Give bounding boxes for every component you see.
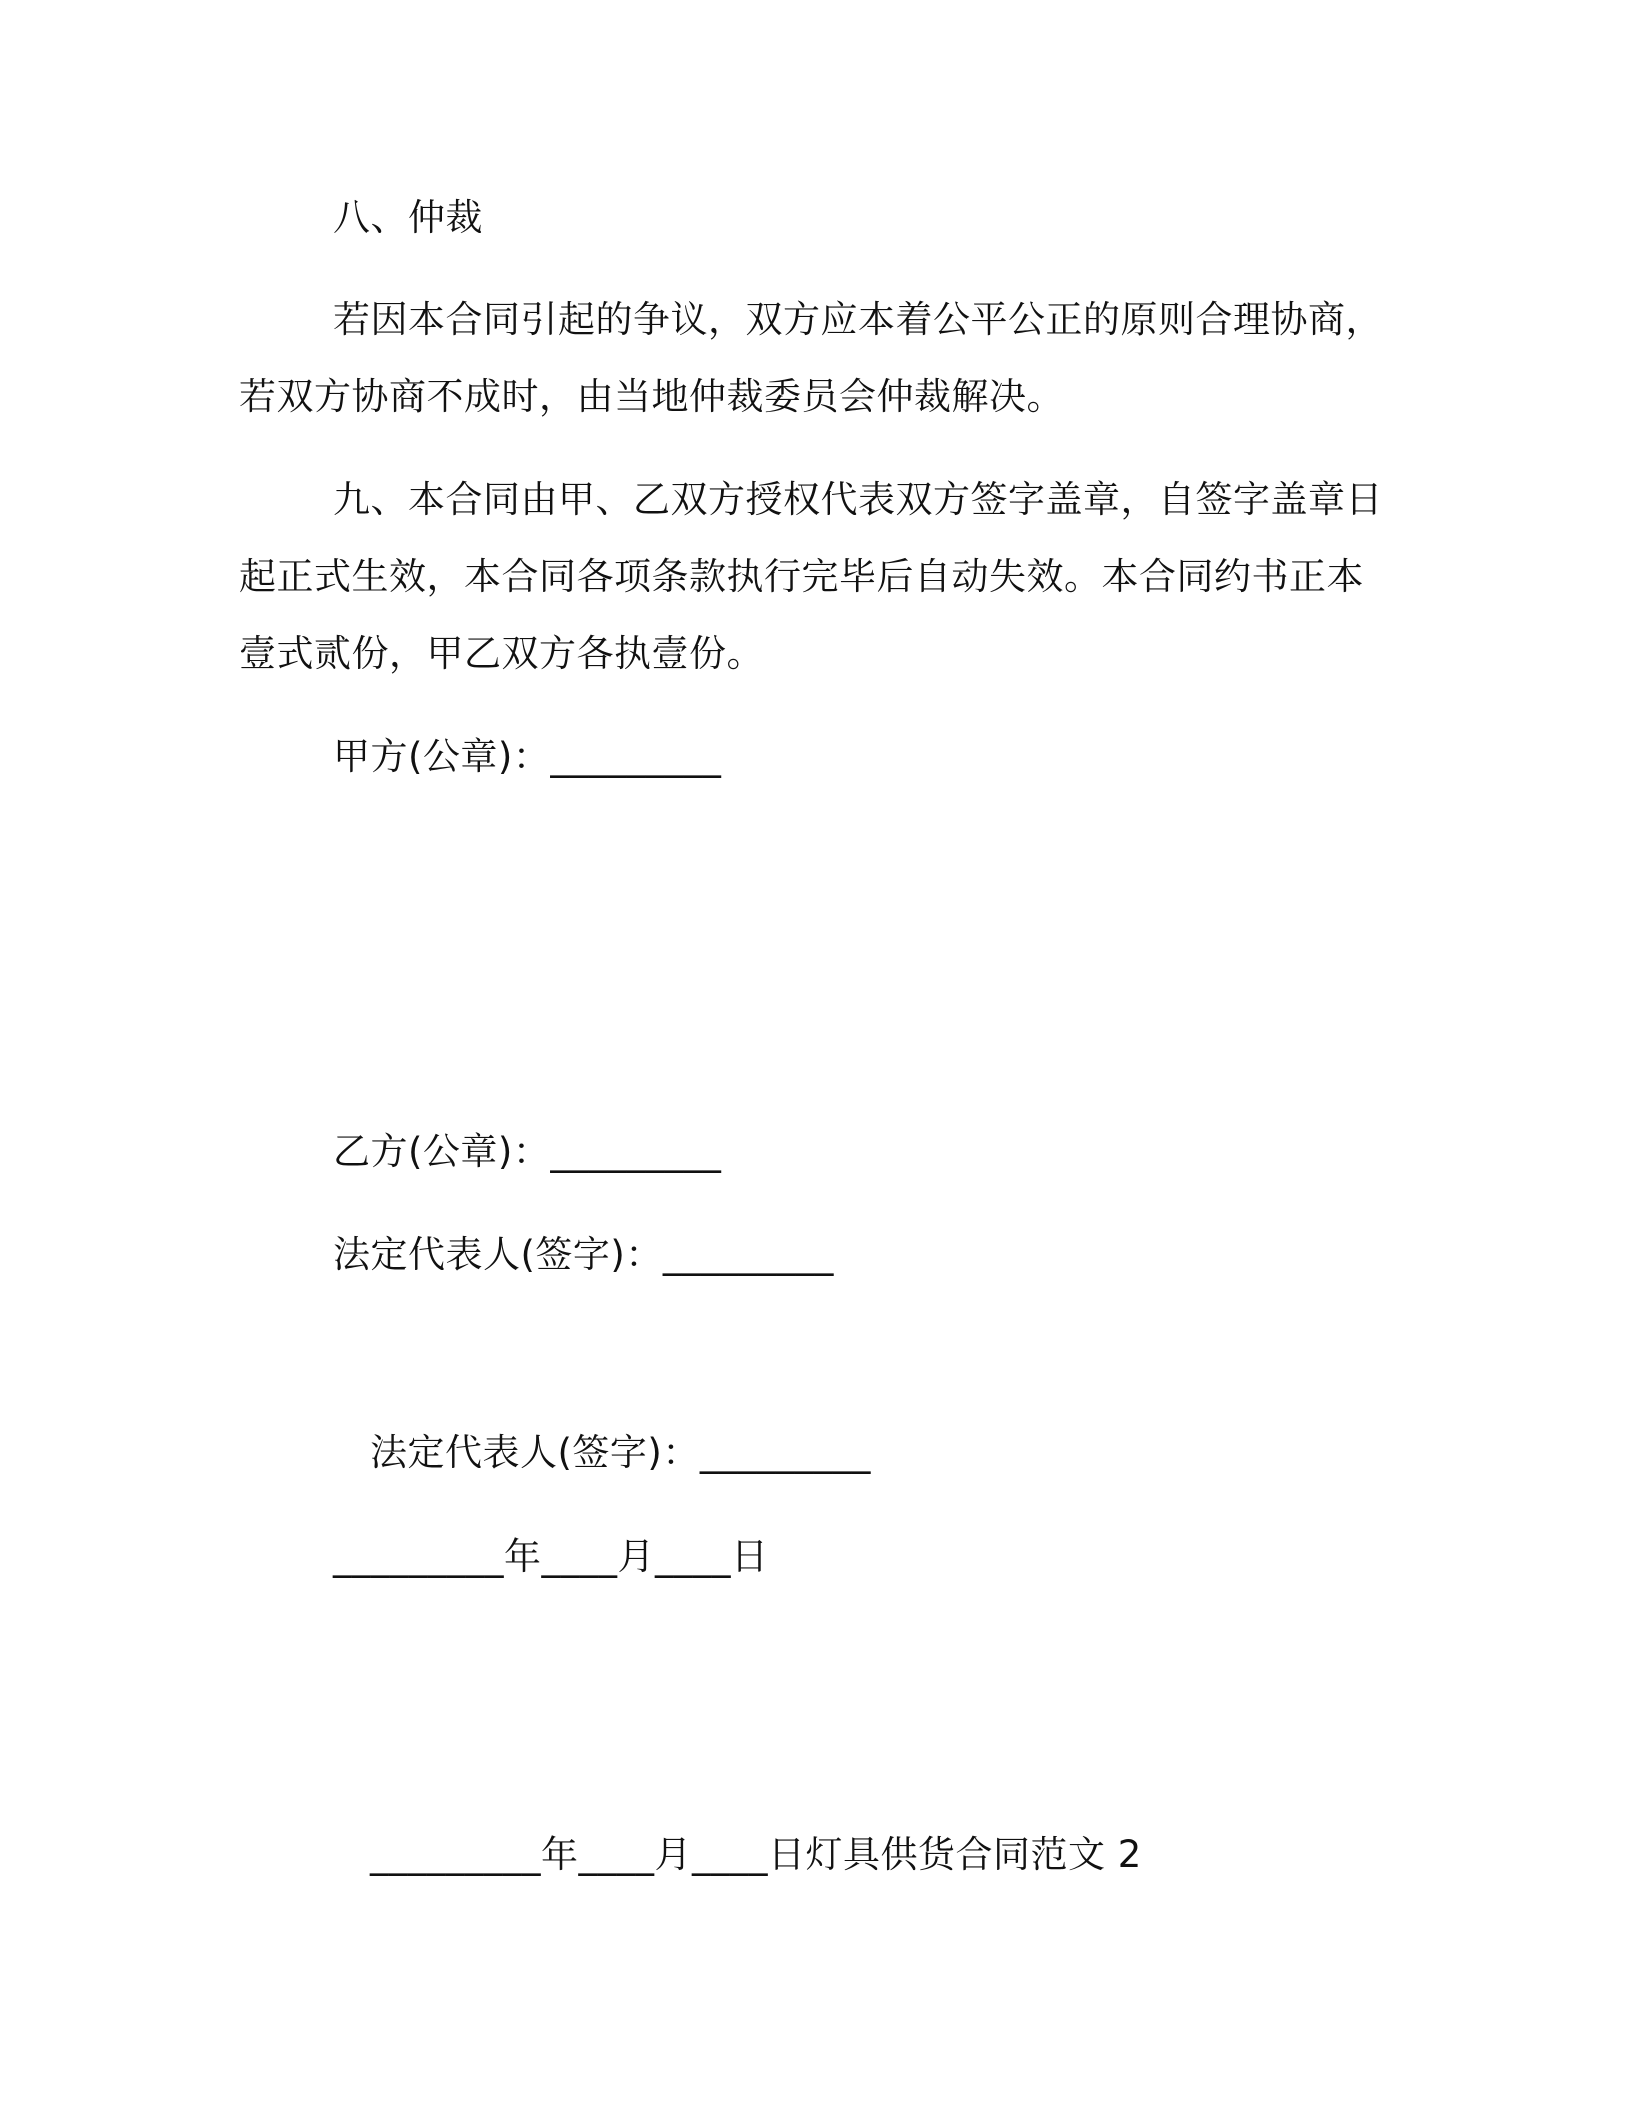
section8-body-line-2: 若双方协商不成时，由当地仲裁委员会仲裁解决。 [239,375,1064,418]
party-a-seal-line: 甲方(公章)：_________ [333,735,722,778]
date-line: _________年____月____日 [333,1535,769,1578]
party-b-seal-line: 乙方(公章)：_________ [333,1130,722,1173]
section9-line-3: 壹式贰份，甲乙双方各执壹份。 [239,632,764,675]
next-contract-title-line: _________年____月____日灯具供货合同范文 2 [370,1833,1142,1876]
legal-rep-sign-line-2: 法定代表人(签字)：_________ [370,1431,871,1474]
legal-rep-sign-line-1: 法定代表人(签字)：_________ [333,1233,834,1276]
section8-body-line-1: 若因本合同引起的争议，双方应本着公平公正的原则合理协商， [333,298,1383,341]
section8-heading: 八、仲裁 [333,196,483,239]
section9-line-2: 起正式生效，本合同各项条款执行完毕后自动失效。本合同约书正本 [239,555,1364,598]
section9-line-1: 九、本合同由甲、乙双方授权代表双方签字盖章，自签字盖章日 [333,478,1383,521]
